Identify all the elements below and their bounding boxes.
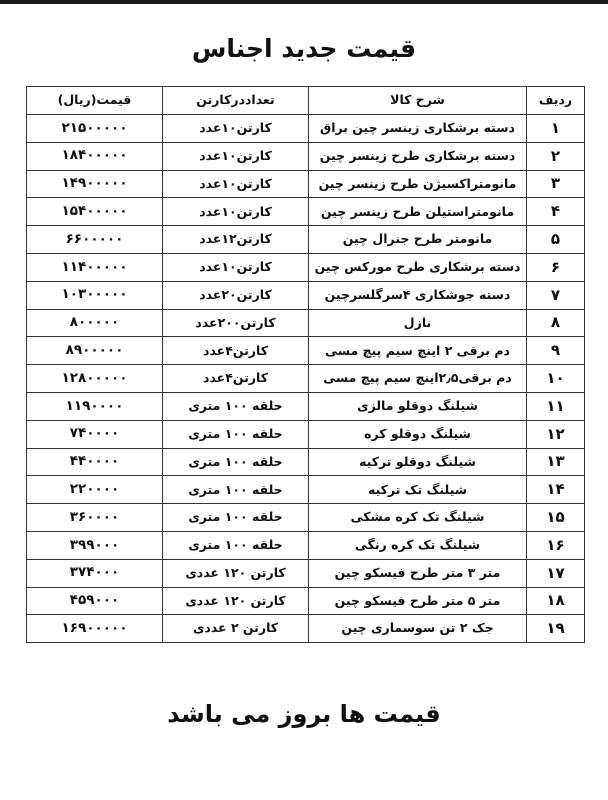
cell-description: شیلنگ تک کره رنگی: [309, 531, 527, 559]
cell-row-number: ۱۹: [527, 615, 585, 643]
cell-price: ۱۲۸۰۰۰۰۰: [27, 365, 163, 393]
cell-quantity: کارتن۱۰عدد: [163, 115, 309, 143]
table-row: [27, 115, 585, 143]
top-border-bar: [0, 0, 608, 4]
cell-description: شیلنگ دوقلو مالزی: [309, 392, 527, 420]
table-row: [27, 615, 585, 643]
cell-row-number: ۶: [527, 253, 585, 281]
cell-description: نازل: [309, 309, 527, 337]
cell-row-number: ۱۴: [527, 476, 585, 504]
cell-row-number: ۱۱: [527, 392, 585, 420]
cell-quantity: کارتن ۲ عددی: [163, 615, 309, 643]
table-row: [27, 559, 585, 587]
cell-description: دسته جوشکاری ۴سرگلسرچین: [309, 281, 527, 309]
cell-description: مانومتر طرح جنرال چین: [309, 226, 527, 254]
cell-description: دسته برشکاری زینسر چین براق: [309, 115, 527, 143]
cell-quantity: کارتن۱۰عدد: [163, 170, 309, 198]
cell-description: شیلنگ تک کره مشکی: [309, 504, 527, 532]
cell-quantity: کارتن۱۰عدد: [163, 253, 309, 281]
cell-description: دسته برشکاری طرح مورکس چین: [309, 253, 527, 281]
cell-price: ۱۵۴۰۰۰۰۰: [27, 198, 163, 226]
cell-price: ۶۶۰۰۰۰۰: [27, 226, 163, 254]
cell-quantity: حلقه ۱۰۰ متری: [163, 420, 309, 448]
cell-price: ۴۴۰۰۰۰: [27, 448, 163, 476]
cell-price: ۴۵۹۰۰۰: [27, 587, 163, 615]
cell-description: مانومتراستیلن طرح زینسر چین: [309, 198, 527, 226]
table-row: [27, 226, 585, 254]
cell-row-number: ۸: [527, 309, 585, 337]
table-row: [27, 448, 585, 476]
cell-quantity: حلقه ۱۰۰ متری: [163, 531, 309, 559]
cell-quantity: کارتن۲۰عدد: [163, 281, 309, 309]
cell-quantity: کارتن ۱۲۰ عددی: [163, 587, 309, 615]
cell-row-number: ۱۲: [527, 420, 585, 448]
cell-quantity: کارتن ۱۲۰ عددی: [163, 559, 309, 587]
cell-description: جک ۲ تن سوسماری چین: [309, 615, 527, 643]
cell-quantity: حلقه ۱۰۰ متری: [163, 504, 309, 532]
table-row: [27, 281, 585, 309]
cell-price: ۱۶۹۰۰۰۰۰: [27, 615, 163, 643]
table-row: [27, 253, 585, 281]
cell-quantity: کارتن۴عدد: [163, 337, 309, 365]
header-price: قیمت(ریال): [27, 87, 163, 115]
cell-price: ۳۹۹۰۰۰: [27, 531, 163, 559]
cell-row-number: ۱: [527, 115, 585, 143]
cell-price: ۱۰۳۰۰۰۰۰: [27, 281, 163, 309]
cell-quantity: حلقه ۱۰۰ متری: [163, 392, 309, 420]
cell-description: دم برقی ۲ اینچ سیم پیچ مسی: [309, 337, 527, 365]
cell-description: دم برقی۲٫۵اینچ سیم پیچ مسی: [309, 365, 527, 393]
table-row: [27, 531, 585, 559]
table-row: [27, 365, 585, 393]
price-table: [26, 86, 585, 643]
cell-description: دسته برشکاری طرح زینسر چین: [309, 142, 527, 170]
cell-row-number: ۱۶: [527, 531, 585, 559]
cell-row-number: ۱۵: [527, 504, 585, 532]
cell-price: ۸۹۰۰۰۰۰: [27, 337, 163, 365]
table-row: [27, 504, 585, 532]
cell-description: شیلنگ دوقلو کره: [309, 420, 527, 448]
table-body: [27, 115, 585, 643]
cell-row-number: ۱۷: [527, 559, 585, 587]
cell-quantity: حلقه ۱۰۰ متری: [163, 476, 309, 504]
cell-quantity: کارتن۲۰۰عدد: [163, 309, 309, 337]
cell-description: متر ۵ متر طرح فیسکو چین: [309, 587, 527, 615]
cell-row-number: ۱۳: [527, 448, 585, 476]
cell-price: ۱۸۴۰۰۰۰۰: [27, 142, 163, 170]
cell-row-number: ۴: [527, 198, 585, 226]
table-row: [27, 587, 585, 615]
footer-note: قیمت ها بروز می باشد: [167, 700, 441, 728]
header-description: شرح کالا: [309, 87, 527, 115]
table-row: [27, 170, 585, 198]
table-row: [27, 198, 585, 226]
cell-price: ۸۰۰۰۰۰: [27, 309, 163, 337]
cell-description: شیلنگ تک ترکیه: [309, 476, 527, 504]
cell-quantity: کارتن۱۲عدد: [163, 226, 309, 254]
cell-row-number: ۱۸: [527, 587, 585, 615]
cell-row-number: ۳: [527, 170, 585, 198]
header-quantity: تعداددرکارتن: [163, 87, 309, 115]
cell-row-number: ۷: [527, 281, 585, 309]
header-row-number: ردیف: [527, 87, 585, 115]
cell-price: ۳۷۴۰۰۰: [27, 559, 163, 587]
table-row: [27, 309, 585, 337]
cell-quantity: حلقه ۱۰۰ متری: [163, 448, 309, 476]
cell-price: ۱۱۹۰۰۰۰: [27, 392, 163, 420]
cell-row-number: ۲: [527, 142, 585, 170]
cell-quantity: کارتن۱۰عدد: [163, 142, 309, 170]
cell-quantity: کارتن۴عدد: [163, 365, 309, 393]
cell-row-number: ۱۰: [527, 365, 585, 393]
cell-row-number: ۵: [527, 226, 585, 254]
table-row: [27, 476, 585, 504]
table-row: [27, 337, 585, 365]
cell-row-number: ۹: [527, 337, 585, 365]
cell-description: مانومتراکسیژن طرح زینسر چین: [309, 170, 527, 198]
cell-description: متر ۳ متر طرح فیسکو چین: [309, 559, 527, 587]
cell-quantity: کارتن۱۰عدد: [163, 198, 309, 226]
page-title: قیمت جدید اجناس: [191, 34, 417, 63]
cell-description: شیلنگ دوقلو ترکیه: [309, 448, 527, 476]
cell-price: ۳۶۰۰۰۰: [27, 504, 163, 532]
cell-price: ۱۱۴۰۰۰۰۰: [27, 253, 163, 281]
cell-price: ۲۱۵۰۰۰۰۰: [27, 115, 163, 143]
table-row: [27, 392, 585, 420]
cell-price: ۱۴۹۰۰۰۰۰: [27, 170, 163, 198]
table-row: [27, 142, 585, 170]
cell-price: ۲۲۰۰۰۰: [27, 476, 163, 504]
cell-price: ۷۴۰۰۰۰: [27, 420, 163, 448]
table-row: [27, 420, 585, 448]
table-header-row: [27, 87, 585, 115]
